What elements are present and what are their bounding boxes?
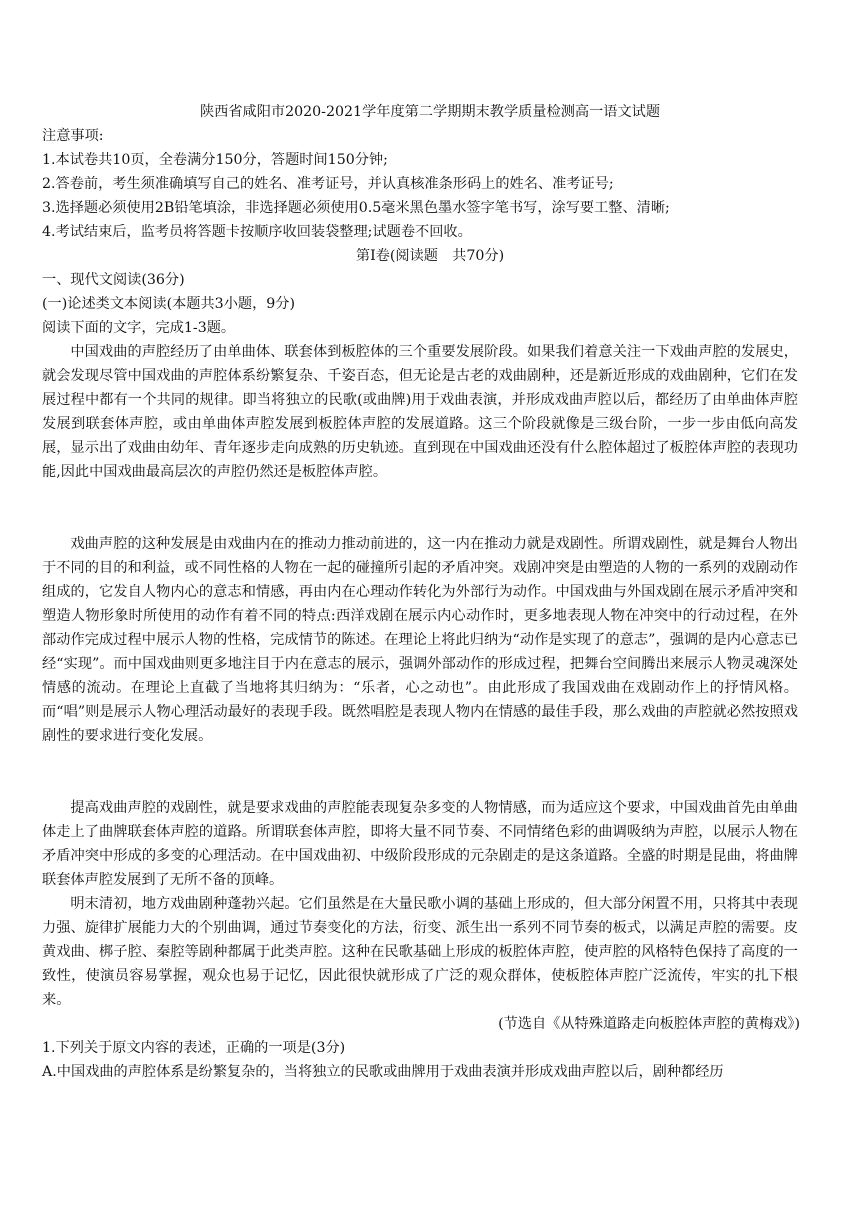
sub-heading: (一)论述类文本阅读(本题共3小题，9分) [42, 296, 296, 312]
volume-heading: 第Ⅰ卷(阅读题 共70分) [355, 248, 505, 264]
reading-instruction: 阅读下面的文字，完成1-3题。 [42, 320, 236, 336]
passage-paragraph-4: 明末清初，地方戏曲剧种蓬勃兴起。它们虽然是在大量民歌小调的基础上形成的，但大部分闲置不用，只将其中表现力强、旋律扩展能力大的个别曲调，通过节奏变化的方法，衍变、派生出一系列不同节奏的板式，以满足声腔的需要。皮黄戏曲、梆子腔、秦腔等剧种都属于此类声腔。这种在民歌基础上形成的板腔体声腔，使声腔的风格特色保持了高度的一致性，使演员容易掌握，观众也易于记忆，因此很快就形成了广泛的观众群体，使板腔体声腔广泛流传，牢实的扎下根来。 [42, 896, 798, 1008]
part-heading: 一、现代文阅读(36分) [42, 272, 185, 288]
notes-heading: 注意事项: [42, 128, 104, 144]
passage-paragraph-2: 戏曲声腔的这种发展是由戏曲内在的推动力推动前进的，这一内在推动力就是戏剧性。所谓戏剧性，就是舞台人物出于不同的目的和利益，或不同性格的人物在一起的碰撞所引起的矛盾冲突。戏剧冲突是由塑造的人物的一系列的戏剧动作组成的，它发自人物内心的意志和情感，再由内在心理动作转化为外部行为动作。中国戏曲与外国戏剧在展示矛盾冲突和塑造人物形象时所使用的动作有着不同的特点:西洋戏剧在展示内心动作时，更多地表现人物在冲突中的行动过程，在外部动作完成过程中展示人物的性格，完成情节的陈述。在理论上将此归纳为“动作是实现了的意志”，强调的是内心意志已经“实现”。而中国戏曲则更多地注目于内在意志的展示，强调外部动作的形成过程，把舞台空间腾出来展示人物灵魂深处情感的流动。在理论上直截了当地将其归纳为：“乐者，心之动也”。由此形成了我国戏曲在戏剧动作上的抒情风格。而“唱”则是展示人物心理活动最好的表现手段。既然唱腔是表现人物内在情感的最佳手段，那么戏曲的声腔就必然按照戏剧性的要求进行变化发展。 [42, 536, 798, 744]
question-1-option-a: A.中国戏曲的声腔体系是纷繁复杂的，当将独立的民歌或曲牌用于戏曲表演并形成戏曲声腔以后，剧种都经历 [42, 1064, 724, 1080]
note-item-4: 4.考试结束后，监考员将答题卡按顺序收回装袋整理;试题卷不回收。 [42, 224, 472, 240]
exam-title: 陕西省咸阳市2020-2021学年度第二学期期末教学质量检测高一语文试题 [199, 104, 661, 120]
note-item-1: 1.本试卷共10页，全卷满分150分，答题时间150分钟; [42, 152, 388, 168]
note-item-2: 2.答卷前，考生须准确填写自己的姓名、准考证号，并认真核准条形码上的姓名、准考证号; [42, 176, 614, 192]
question-1-stem: 1.下列关于原文内容的表述，正确的一项是(3分) [42, 1040, 346, 1056]
note-item-3: 3.选择题必须使用2B铅笔填涂，非选择题必须使用0.5毫米黑色墨水签字笔书写，涂写要工整、清晰; [42, 200, 670, 216]
passage-paragraph-3: 提高戏曲声腔的戏剧性，就是要求戏曲的声腔能表现复杂多变的人物情感，而为适应这个要求，中国戏曲首先由单曲体走上了曲牌联套体声腔的道路。所谓联套体声腔，即将大量不同节奏、不同情绪色彩的曲调吸纳为声腔，以展示人物在矛盾冲突中形成的多变的心理活动。在中国戏曲初、中级阶段形成的元杂剧走的是这条道路。全盛的时期是昆曲，将曲牌联套体声腔发展到了无所不备的顶峰。 [42, 800, 798, 888]
passage-paragraph-1: 中国戏曲的声腔经历了由单曲体、联套体到板腔体的三个重要发展阶段。如果我们着意关注一下戏曲声腔的发展史，就会发现尽管中国戏曲的声腔体系纷繁复杂、千姿百态，但无论是古老的戏曲剧种，还是新近形成的戏曲剧种，它们在发展过程中都有一个共同的规律。即当将独立的民歌(或曲牌)用于戏曲表演，并形成戏曲声腔以后，都经历了由单曲体声腔发展到联套体声腔，或由单曲体声腔发展到板腔体声腔的发展道路。这三个阶段就像是三级台阶，一步一步由低向高发展，显示出了戏曲由幼年、青年逐步走向成熟的历史轨迹。直到现在中国戏曲还没有什么腔体超过了板腔体声腔的表现功能,因此中国戏曲最高层次的声腔仍然还是板腔体声腔。 [42, 344, 798, 480]
passage-source: (节选自《从特殊道路走向板腔体声腔的黄梅戏》) [498, 1016, 800, 1032]
